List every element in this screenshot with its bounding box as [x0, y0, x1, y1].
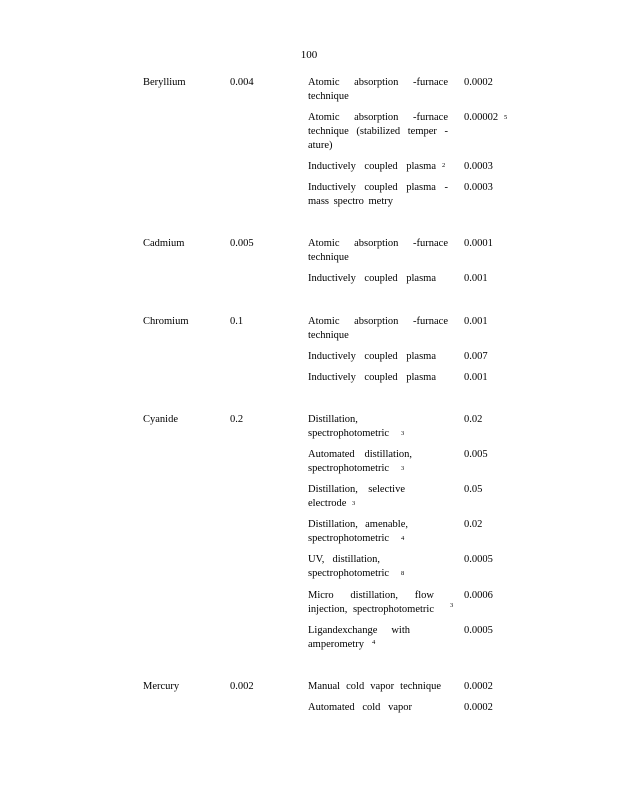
element-name: Chromium	[143, 316, 189, 327]
method-line: technique	[308, 91, 349, 102]
method-line: Automated cold vapor	[308, 702, 412, 713]
method-line: Atomic absorption -furnace	[308, 316, 448, 327]
method-text	[308, 315, 448, 343]
method-line: Atomic absorption -furnace	[308, 238, 448, 249]
mdl-value: 0.005	[464, 449, 488, 460]
method-line: amperometry	[308, 639, 364, 650]
method-line: Distillation,	[308, 414, 358, 425]
mdl-value: 0.001	[464, 316, 488, 327]
footnote-marker: 8	[401, 570, 405, 577]
method-text	[308, 413, 408, 441]
method-line: technique (stabilized temper -	[308, 126, 448, 137]
footnote-marker: 3	[401, 465, 405, 472]
mdl-value: 0.0003	[464, 182, 493, 193]
footnote-marker: 5	[504, 114, 508, 121]
footnote-marker: 4	[401, 535, 405, 542]
method-text	[308, 237, 448, 265]
mdl-value: 0.0003	[464, 161, 493, 172]
method-line: Inductively coupled plasma -	[308, 182, 448, 193]
mdl-value: 0.001	[464, 372, 488, 383]
method-text	[308, 624, 410, 652]
method-line: Automated distillation,	[308, 449, 412, 460]
method-line: spectrophotometric	[308, 533, 390, 544]
mdl-value: 0.0005	[464, 554, 493, 565]
method-line: Micro distillation, flow	[308, 590, 434, 601]
method-text	[308, 111, 448, 153]
method-text	[308, 483, 405, 511]
method-line: mass spectro metry	[308, 196, 393, 207]
page-number: 100	[300, 49, 318, 61]
method-line: Distillation, amenable,	[308, 519, 408, 530]
mdl-value: 0.0002	[464, 77, 493, 88]
method-text	[308, 589, 434, 617]
mdl-value: 0.0002	[464, 702, 493, 713]
method-line: Inductively coupled plasma	[308, 161, 436, 172]
element-name: Cadmium	[143, 238, 185, 249]
method-text	[308, 76, 448, 104]
method-line: Inductively coupled plasma	[308, 351, 436, 362]
method-line: Distillation, selective	[308, 484, 405, 495]
mdl-value: 0.02	[464, 414, 483, 425]
method-text	[308, 160, 436, 174]
footnote-marker: 3	[352, 500, 356, 507]
mdl-value: 0.02	[464, 519, 483, 530]
mdl-value: 0.0001	[464, 238, 493, 249]
method-line: technique	[308, 330, 349, 341]
method-line: Inductively coupled plasma	[308, 273, 436, 284]
method-line: Atomic absorption -furnace	[308, 112, 448, 123]
mdl-value: 0.0005	[464, 625, 493, 636]
footnote-marker: 3	[450, 602, 454, 609]
method-text	[308, 350, 436, 364]
footnote-marker: 3	[401, 430, 405, 437]
method-line: Ligandexchange with	[308, 625, 410, 636]
method-text	[308, 553, 390, 581]
mdl-value: 0.007	[464, 351, 488, 362]
element-name: Beryllium	[143, 77, 186, 88]
mdl-value: 0.00002	[464, 112, 499, 123]
method-line: Manual cold vapor technique	[308, 681, 441, 692]
method-text	[308, 518, 408, 546]
mcl-value: 0.1	[230, 316, 244, 327]
mcl-value: 0.2	[230, 414, 244, 425]
mcl-value: 0.005	[230, 238, 254, 249]
method-line: spectrophotometric	[308, 568, 390, 579]
footnote-marker: 2	[442, 162, 446, 169]
method-line: spectrophotometric	[308, 428, 390, 439]
method-line: spectrophotometric	[308, 463, 390, 474]
mcl-value: 0.002	[230, 681, 254, 692]
mdl-value: 0.05	[464, 484, 483, 495]
element-name: Mercury	[143, 681, 180, 692]
footnote-marker: 4	[372, 639, 376, 646]
method-line: electrode	[308, 498, 347, 509]
method-text	[308, 680, 441, 694]
method-text	[308, 181, 448, 209]
method-line: Inductively coupled plasma	[308, 372, 436, 383]
method-line: Atomic absorption -furnace	[308, 77, 448, 88]
mcl-value: 0.004	[230, 77, 254, 88]
element-name: Cyanide	[143, 414, 178, 425]
method-text	[308, 272, 436, 286]
method-text	[308, 371, 436, 385]
method-text	[308, 701, 412, 715]
method-line: UV, distillation,	[308, 554, 380, 565]
mdl-value: 0.001	[464, 273, 488, 284]
method-line: ature)	[308, 140, 333, 151]
method-line: injection, spectrophotometric	[308, 604, 434, 615]
method-line: technique	[308, 252, 349, 263]
method-text	[308, 448, 412, 476]
mdl-value: 0.0006	[464, 590, 493, 601]
mdl-value: 0.0002	[464, 681, 493, 692]
